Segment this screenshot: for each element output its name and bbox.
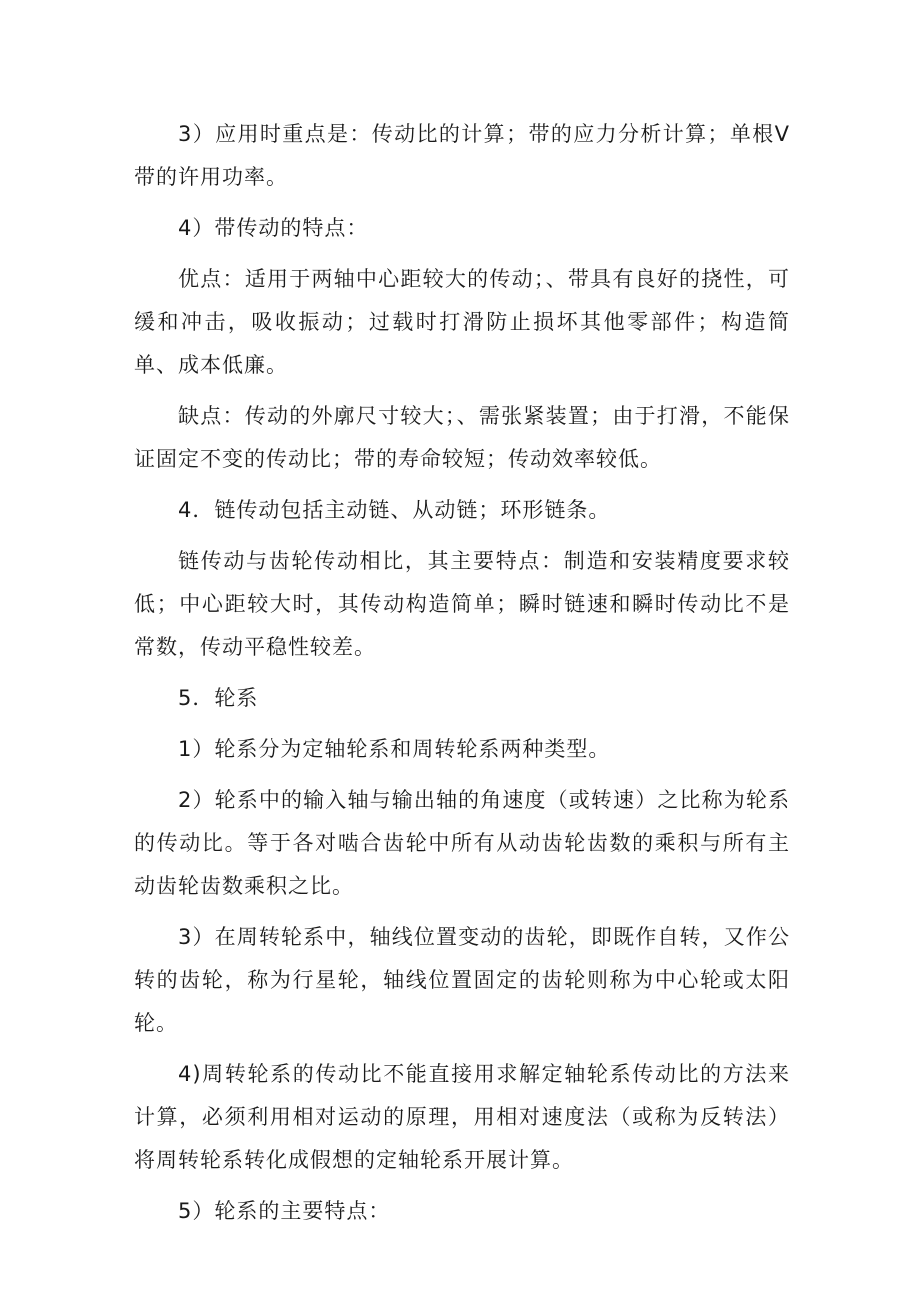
paragraph-epicyclic-ratio: 4)周转轮系的传动比不能直接用求解定轴轮系传动比的方法来计算，必须利用相对运动的原理，用相对速度法（或称为反转法）将周转轮系转化成假想的定轴轮系开展计算。	[134, 1062, 790, 1172]
paragraph-gear-train-features-heading: 5）轮系的主要特点：	[178, 1199, 391, 1223]
section-heading-gear-trains: 5．轮系	[178, 686, 259, 710]
paragraph-belt-application-focus: 3）应用时重点是：传动比的计算；带的应力分析计算；单根V带的许用功率。	[134, 122, 790, 189]
paragraph-planetary-gear: 3）在周转轮系中，轴线位置变动的齿轮，即既作自转，又作公转的齿轮，称为行星轮，轴线位置固定的齿轮则称为中心轮或太阳轮。	[134, 925, 790, 1035]
paragraph-chain-features: 链传动与齿轮传动相比，其主要特点：制造和安装精度要求较低；中心距较大时，其传动构造简单；瞬时链速和瞬时传动比不是常数，传动平稳性较差。	[134, 549, 790, 659]
paragraph-gear-train-types: 1）轮系分为定轴轮系和周转轮系两种类型。	[178, 737, 611, 761]
paragraph-belt-advantages: 优点：适用于两轴中心距较大的传动；、带具有良好的挠性，可缓和冲击，吸收振动；过载时打滑防止损坏其他零部件；构造简单、成本低廉。	[134, 267, 790, 377]
paragraph-chain-components: 4．链传动包括主动链、从动链；环形链条。	[178, 498, 611, 522]
paragraph-belt-features-heading: 4）带传动的特点：	[178, 216, 369, 240]
paragraph-gear-train-ratio: 2）轮系中的输入轴与输出轴的角速度（或转速）之比称为轮系的传动比。等于各对啮合齿轮中所有从动齿轮齿数的乘积与所有主动齿轮齿数乘积之比。	[134, 788, 790, 898]
paragraph-belt-disadvantages: 缺点：传动的外廓尺寸较大；、需张紧装置；由于打滑，不能保证固定不变的传动比；带的寿命较短；传动效率较低。	[134, 404, 790, 471]
document-body	[134, 113, 790, 1241]
